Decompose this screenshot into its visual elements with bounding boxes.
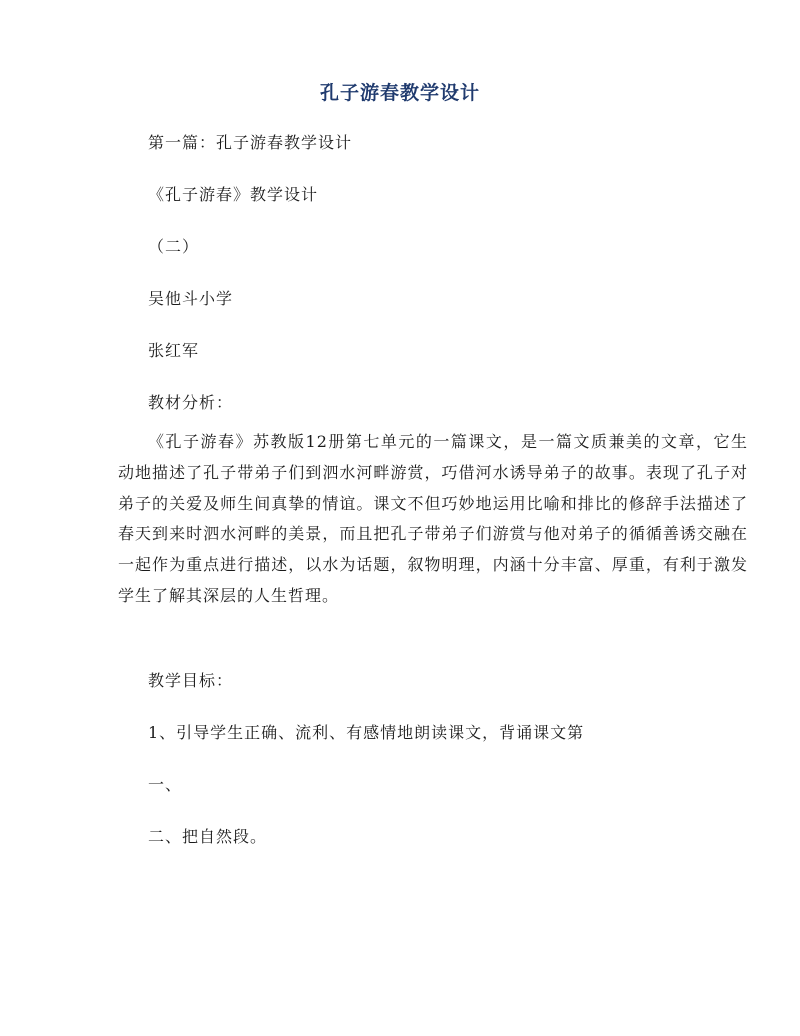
- lesson-title-line: 《孔子游春》教学设计: [148, 185, 319, 204]
- analysis-heading: 教材分析：: [148, 393, 234, 412]
- objective-item-1-continued: 一、: [148, 775, 183, 794]
- author-name: 张红军: [148, 341, 200, 360]
- analysis-paragraph: 《孔子游春》苏教版12册第七单元的一篇课文，是一篇文质兼美的文章，它生动地描述了孔子带弟子们到泗水河畔游赏，巧借河水诱导弟子的故事。表现了孔子对弟子的关爱及师生间真挚的情谊。课文不但巧妙地运用比喻和排比的修辞手法描述了春天到来时泗水河畔的美景，而且把孔子带弟子们游赏与他对弟子的循循善诱交融在一起作为重点进行描述，以水为话题，叙物明理，内涵十分丰富、厚重，有利于激发学生了解其深层的人生哲理。: [118, 432, 748, 605]
- part-number: （二）: [148, 237, 200, 256]
- section-heading: 第一篇：孔子游春教学设计: [148, 133, 353, 152]
- objective-item-1: 1、引导学生正确、流利、有感情地朗读课文，背诵课文第: [148, 723, 585, 742]
- school-name: 吴他斗小学: [148, 289, 234, 308]
- objective-item-2: 二、把自然段。: [148, 827, 268, 846]
- objectives-heading: 教学目标：: [148, 671, 234, 690]
- document-title: 孔子游春教学设计: [319, 82, 480, 104]
